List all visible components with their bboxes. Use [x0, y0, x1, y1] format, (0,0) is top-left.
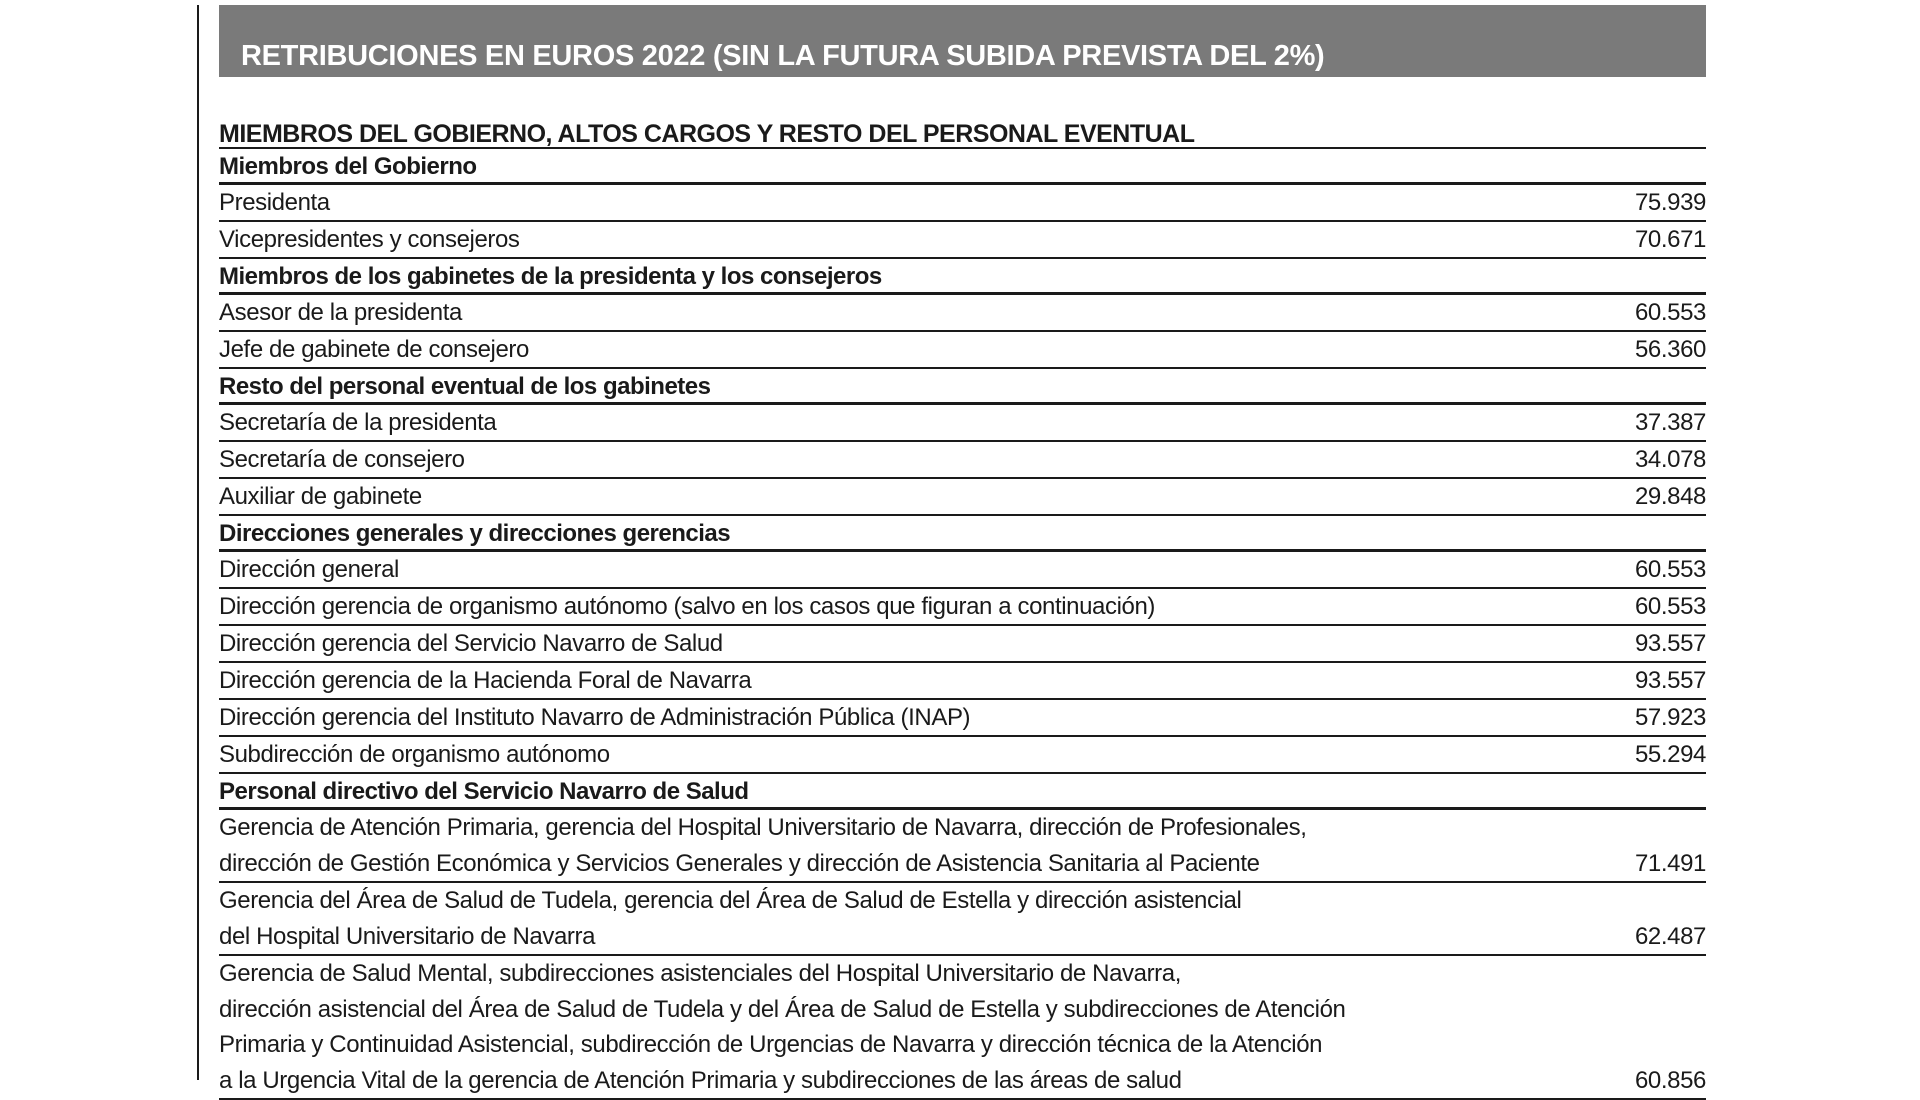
row-value: 60.553: [1634, 593, 1706, 620]
row-value: 55.294: [1634, 741, 1706, 768]
row-label-line: del Hospital Universitario de Navarra: [219, 922, 596, 950]
row-value: 56.360: [1634, 336, 1706, 363]
salary-table: [219, 114, 1706, 1100]
category-title: Miembros de los gabinetes de la presidenta y los consejeros: [219, 259, 1706, 295]
row-label-line: dirección asistencial del Área de Salud de Tudela y del Área de Salud de Estella y subdirecciones de Atención: [219, 995, 1346, 1023]
row-value: 37.387: [1634, 409, 1706, 436]
row-label: [219, 663, 751, 698]
row-label: [219, 700, 970, 735]
row-label-line: Primaria y Continuidad Asistencial, subdirección de Urgencias de Navarra y dirección técnica de la Atención: [219, 1031, 1323, 1058]
left-margin-rule: [197, 5, 199, 1080]
row-value: 60.856: [1634, 1067, 1706, 1094]
table-row: [219, 442, 1706, 479]
header-banner: [219, 5, 1706, 77]
row-label: [219, 589, 1155, 624]
row-label: [219, 295, 462, 330]
row-value: 62.487: [1634, 923, 1706, 950]
table-row: [219, 552, 1706, 589]
row-value: 60.553: [1634, 556, 1706, 583]
table-row: [219, 737, 1706, 774]
table-row: [219, 956, 1706, 1100]
table-row: [219, 589, 1706, 626]
table-row: [219, 222, 1706, 259]
row-label-line: Vicepresidentes y consejeros: [219, 226, 520, 253]
row-label-line: Secretaría de la presidenta: [219, 409, 497, 436]
row-value: 71.491: [1634, 850, 1706, 877]
row-label-line: dirección de Gestión Económica y Servicios Generales y dirección de Asistencia Sanitaria al Paciente: [219, 849, 1260, 877]
category-list: [219, 149, 1706, 1100]
row-label-line: Dirección general: [219, 556, 399, 583]
category-title: Resto del personal eventual de los gabinetes: [219, 369, 1706, 405]
row-value: 70.671: [1634, 226, 1706, 253]
row-value: 60.553: [1634, 299, 1706, 326]
row-label-line: Gerencia de Atención Primaria, gerencia del Hospital Universitario de Navarra, dirección de Profesionales,: [219, 814, 1307, 841]
category-title: Miembros del Gobierno: [219, 149, 1706, 185]
row-label-line: Gerencia del Área de Salud de Tudela, gerencia del Área de Salud de Estella y dirección asistencial: [219, 887, 1242, 914]
row-value: 34.078: [1634, 446, 1706, 473]
row-label-line: Dirección gerencia del Instituto Navarro de Administración Pública (INAP): [219, 704, 971, 731]
table-row: [219, 663, 1706, 700]
row-label: [219, 405, 496, 440]
section-title: MIEMBROS DEL GOBIERNO, ALTOS CARGOS Y RESTO DEL PERSONAL EVENTUAL: [219, 114, 1706, 149]
row-label: [219, 185, 330, 220]
row-label: [219, 810, 1307, 881]
row-label: [219, 332, 529, 367]
row-value: 57.923: [1634, 704, 1706, 731]
row-value: 29.848: [1634, 483, 1706, 510]
row-value: 93.557: [1634, 630, 1706, 657]
table-row: [219, 810, 1706, 883]
row-label-line: Auxiliar de gabinete: [219, 483, 422, 510]
row-label: [219, 956, 1345, 1098]
row-label-line: Presidenta: [219, 189, 330, 216]
category-title: Direcciones generales y direcciones gerencias: [219, 516, 1706, 552]
header-title: RETRIBUCIONES EN EUROS 2022 (SIN LA FUTURA SUBIDA PREVISTA DEL 2%): [241, 40, 1325, 72]
row-label-line: Gerencia de Salud Mental, subdirecciones asistenciales del Hospital Universitario de Navarra,: [219, 960, 1181, 987]
row-value: 93.557: [1634, 667, 1706, 694]
row-label: [219, 552, 399, 587]
category-title: Personal directivo del Servicio Navarro de Salud: [219, 774, 1706, 810]
row-label: [219, 626, 723, 661]
row-label-line: Jefe de gabinete de consejero: [219, 336, 529, 363]
table-row: [219, 883, 1706, 956]
row-label: [219, 883, 1241, 954]
row-label-line: Secretaría de consejero: [219, 446, 465, 473]
table-row: [219, 295, 1706, 332]
row-label: [219, 442, 465, 477]
row-label-line: a la Urgencia Vital de la gerencia de Atención Primaria y subdirecciones de las áreas de salud: [219, 1066, 1182, 1094]
table-row: [219, 185, 1706, 222]
row-label: [219, 222, 520, 257]
row-label: [219, 737, 610, 772]
row-value: 75.939: [1634, 189, 1706, 216]
table-row: [219, 332, 1706, 369]
row-label-line: Dirección gerencia de la Hacienda Foral de Navarra: [219, 667, 752, 694]
row-label-line: Subdirección de organismo autónomo: [219, 741, 610, 768]
table-row: [219, 479, 1706, 516]
table-row: [219, 405, 1706, 442]
row-label: [219, 479, 422, 514]
row-label-line: Dirección gerencia del Servicio Navarro de Salud: [219, 630, 723, 657]
row-label-line: Asesor de la presidenta: [219, 299, 462, 326]
table-row: [219, 626, 1706, 663]
row-label-line: Dirección gerencia de organismo autónomo (salvo en los casos que figuran a continuación): [219, 593, 1156, 620]
table-row: [219, 700, 1706, 737]
